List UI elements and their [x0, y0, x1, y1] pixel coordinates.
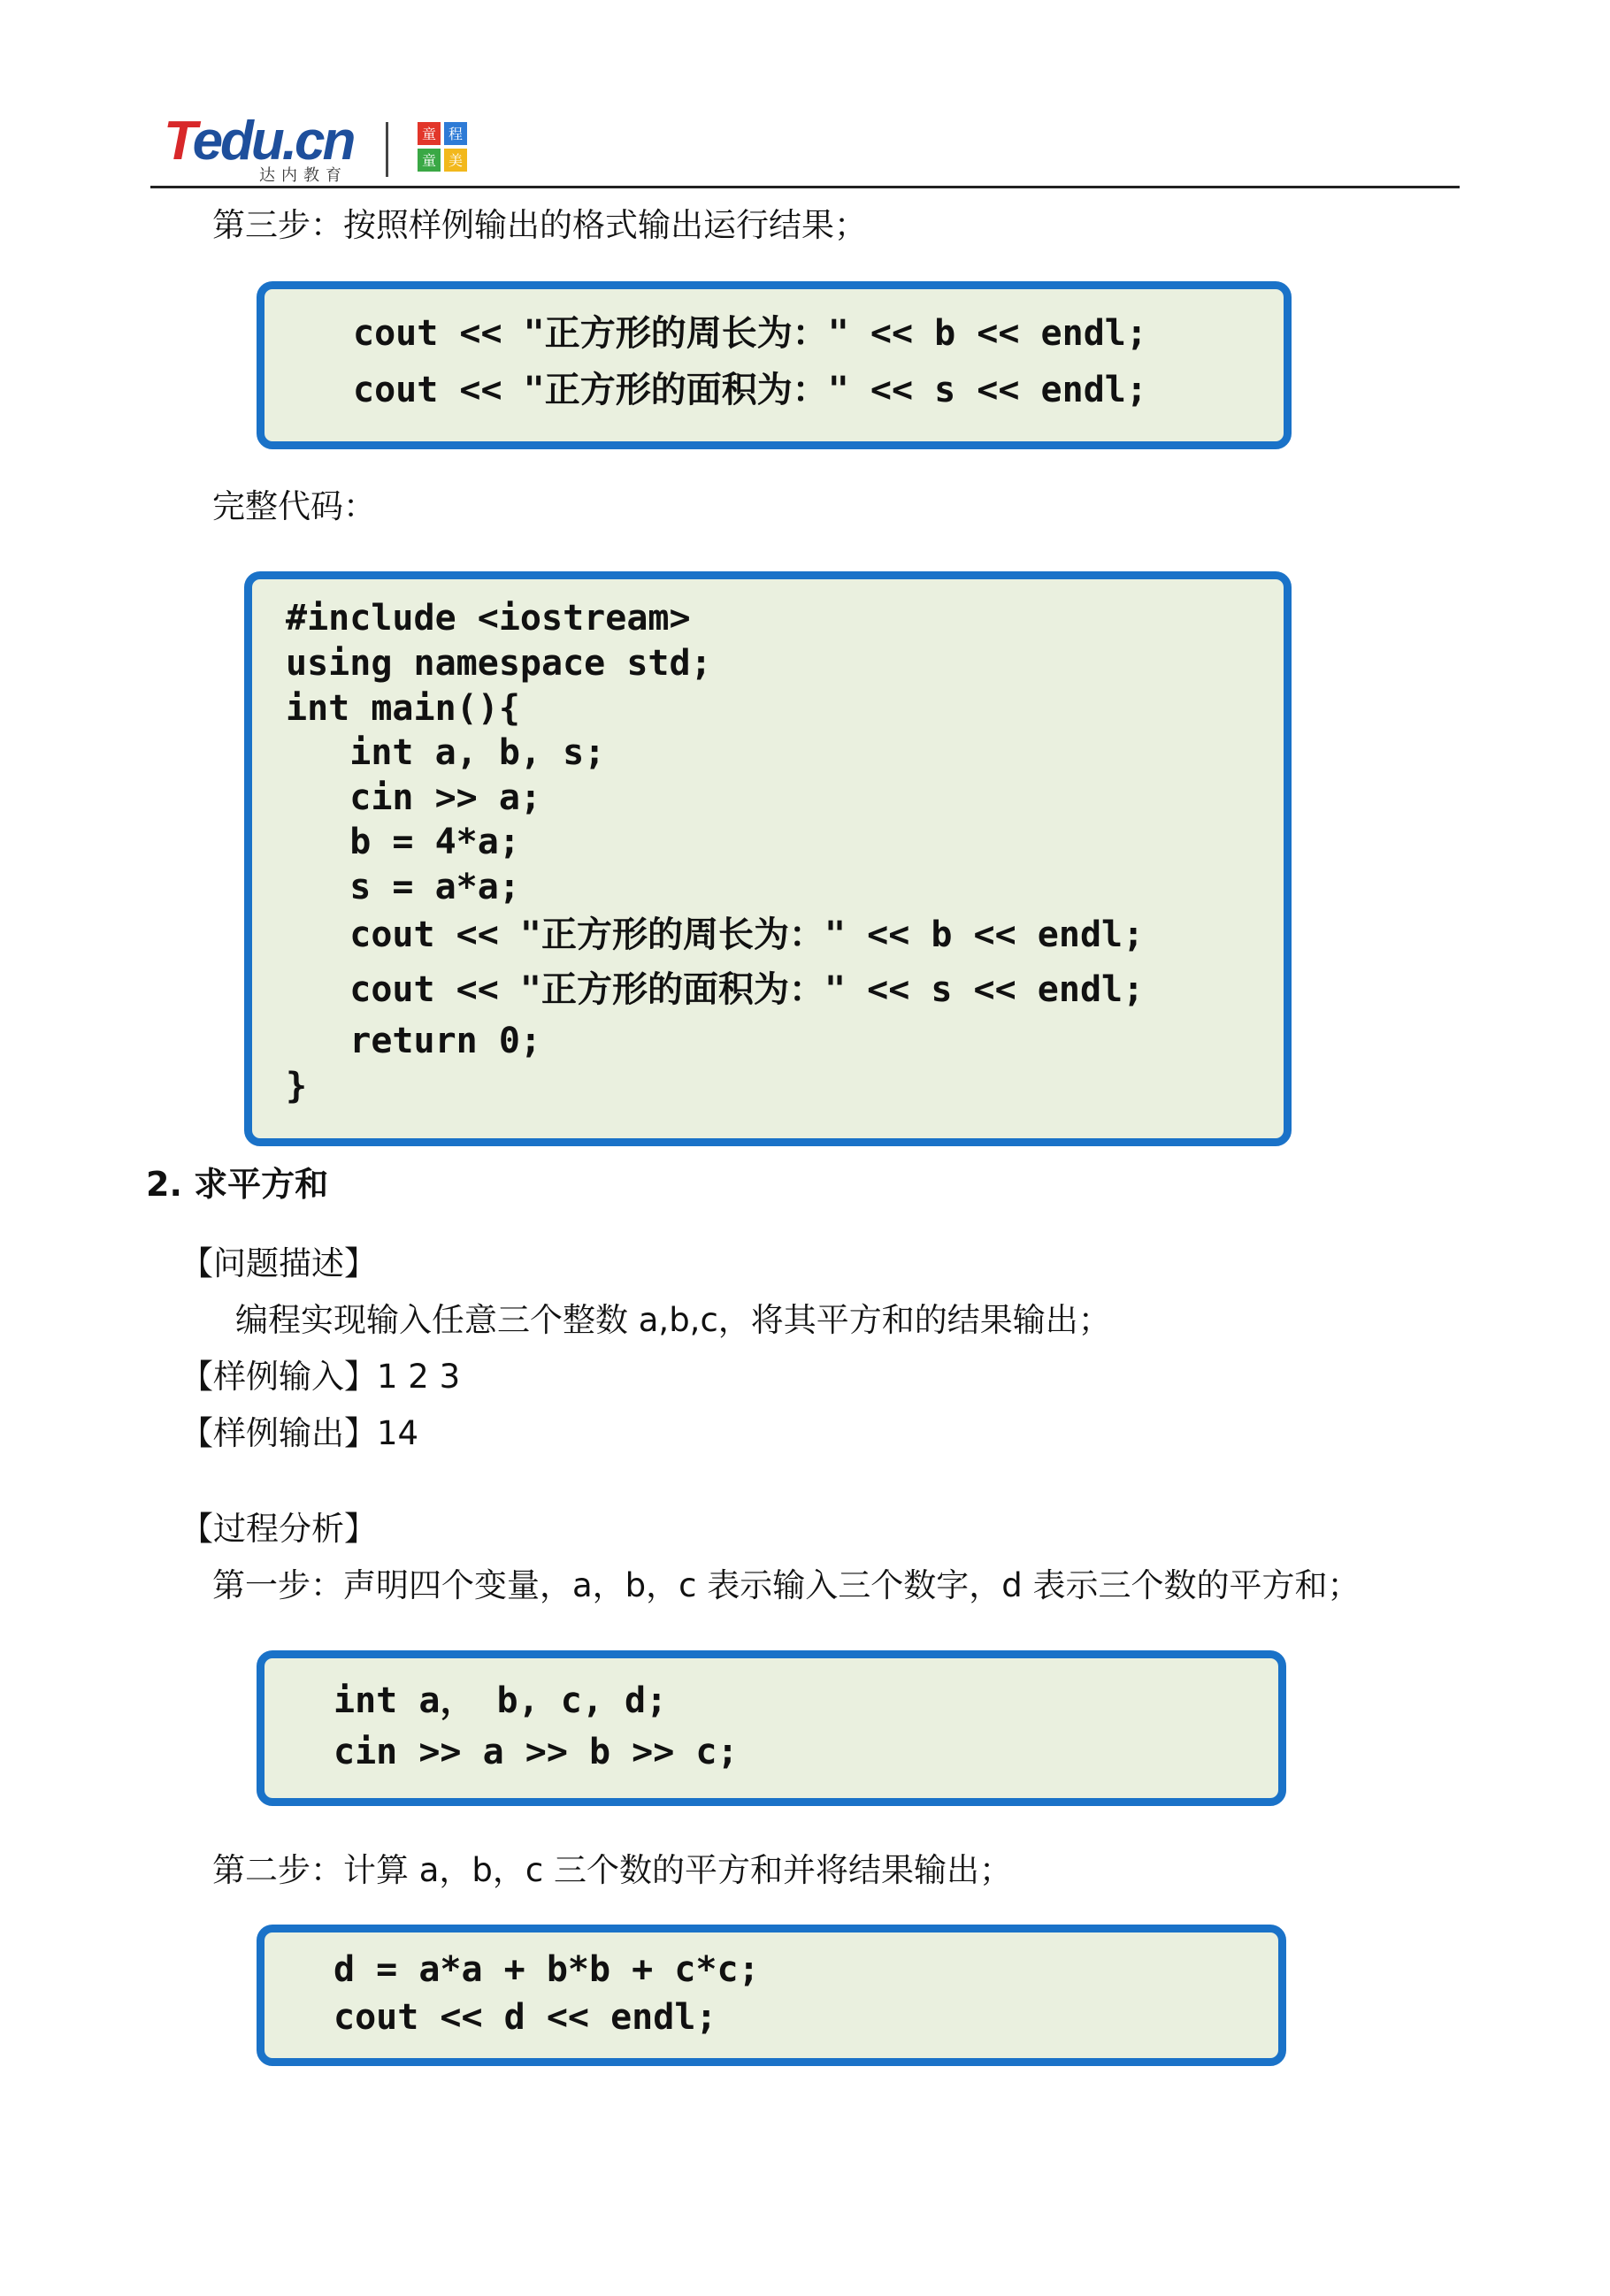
- step3-code-box: [257, 281, 1292, 449]
- section-heading: 2. 求平方和: [146, 1165, 329, 1204]
- code-line: using namespace std;: [286, 643, 712, 684]
- logo-subtitle: 达内教育: [259, 166, 348, 185]
- code-line: int main(){: [286, 688, 520, 729]
- sample-input: 【样例输入】1 2 3: [180, 1358, 461, 1396]
- step1-code-box: [257, 1650, 1286, 1806]
- step2-text: 第二步：计算 a，b，c 三个数的平方和并将结果输出；: [212, 1851, 1013, 1889]
- brand-char-2: 程: [448, 126, 464, 142]
- code-line: b = 4*a;: [286, 822, 520, 862]
- full-code-label: 完整代码：: [212, 487, 376, 525]
- problem-label: 【问题描述】: [180, 1244, 377, 1282]
- code-line: cout << "正方形的周长为：" << b << endl;: [286, 915, 1145, 955]
- code-line: cout << "正方形的面积为：" << s << endl;: [353, 370, 1147, 410]
- brand-char-1: 童: [421, 126, 437, 142]
- step3-text: 第三步：按照样例输出的格式输出运行结果；: [212, 206, 867, 244]
- code-line: }: [286, 1066, 308, 1106]
- code-line: s = a*a;: [286, 867, 520, 907]
- code-line: cout << "正方形的面积为：" << s << endl;: [286, 969, 1145, 1010]
- analysis-label: 【过程分析】: [180, 1510, 377, 1548]
- code-line: int a, b, s;: [286, 732, 606, 773]
- step1-text: 第一步：声明四个变量，a，b，c 表示输入三个数字，d 表示三个数的平方和；: [212, 1566, 1361, 1604]
- tedu-logo: [164, 111, 367, 185]
- full-code-box: [244, 571, 1292, 1146]
- code-line: cin >> a >> b >> c;: [334, 1732, 739, 1772]
- brand-char-3: 童: [421, 152, 437, 169]
- logo-wordmark: Tedu.cn: [164, 111, 354, 172]
- header-rule: [150, 186, 1460, 188]
- code-line: cout << "正方形的周长为：" << b << endl;: [353, 313, 1147, 354]
- code-line: return 0;: [286, 1021, 541, 1061]
- code-line: cout << d << endl;: [334, 1997, 717, 2038]
- sample-output: 【样例输出】14: [180, 1414, 419, 1452]
- code-line: d = a*a + b*b + c*c;: [334, 1949, 760, 1990]
- code-line: int a， b, c, d;: [334, 1680, 668, 1721]
- problem-text: 编程实现输入任意三个整数 a,b,c，将其平方和的结果输出；: [235, 1301, 1111, 1339]
- code-line: cin >> a;: [286, 777, 541, 818]
- brand-char-4: 美: [448, 152, 464, 169]
- step2-code-box: [257, 1925, 1286, 2066]
- brand-mark-icon: [416, 120, 469, 173]
- code-line: #include <iostream>: [286, 598, 691, 639]
- logo-divider: [386, 122, 388, 177]
